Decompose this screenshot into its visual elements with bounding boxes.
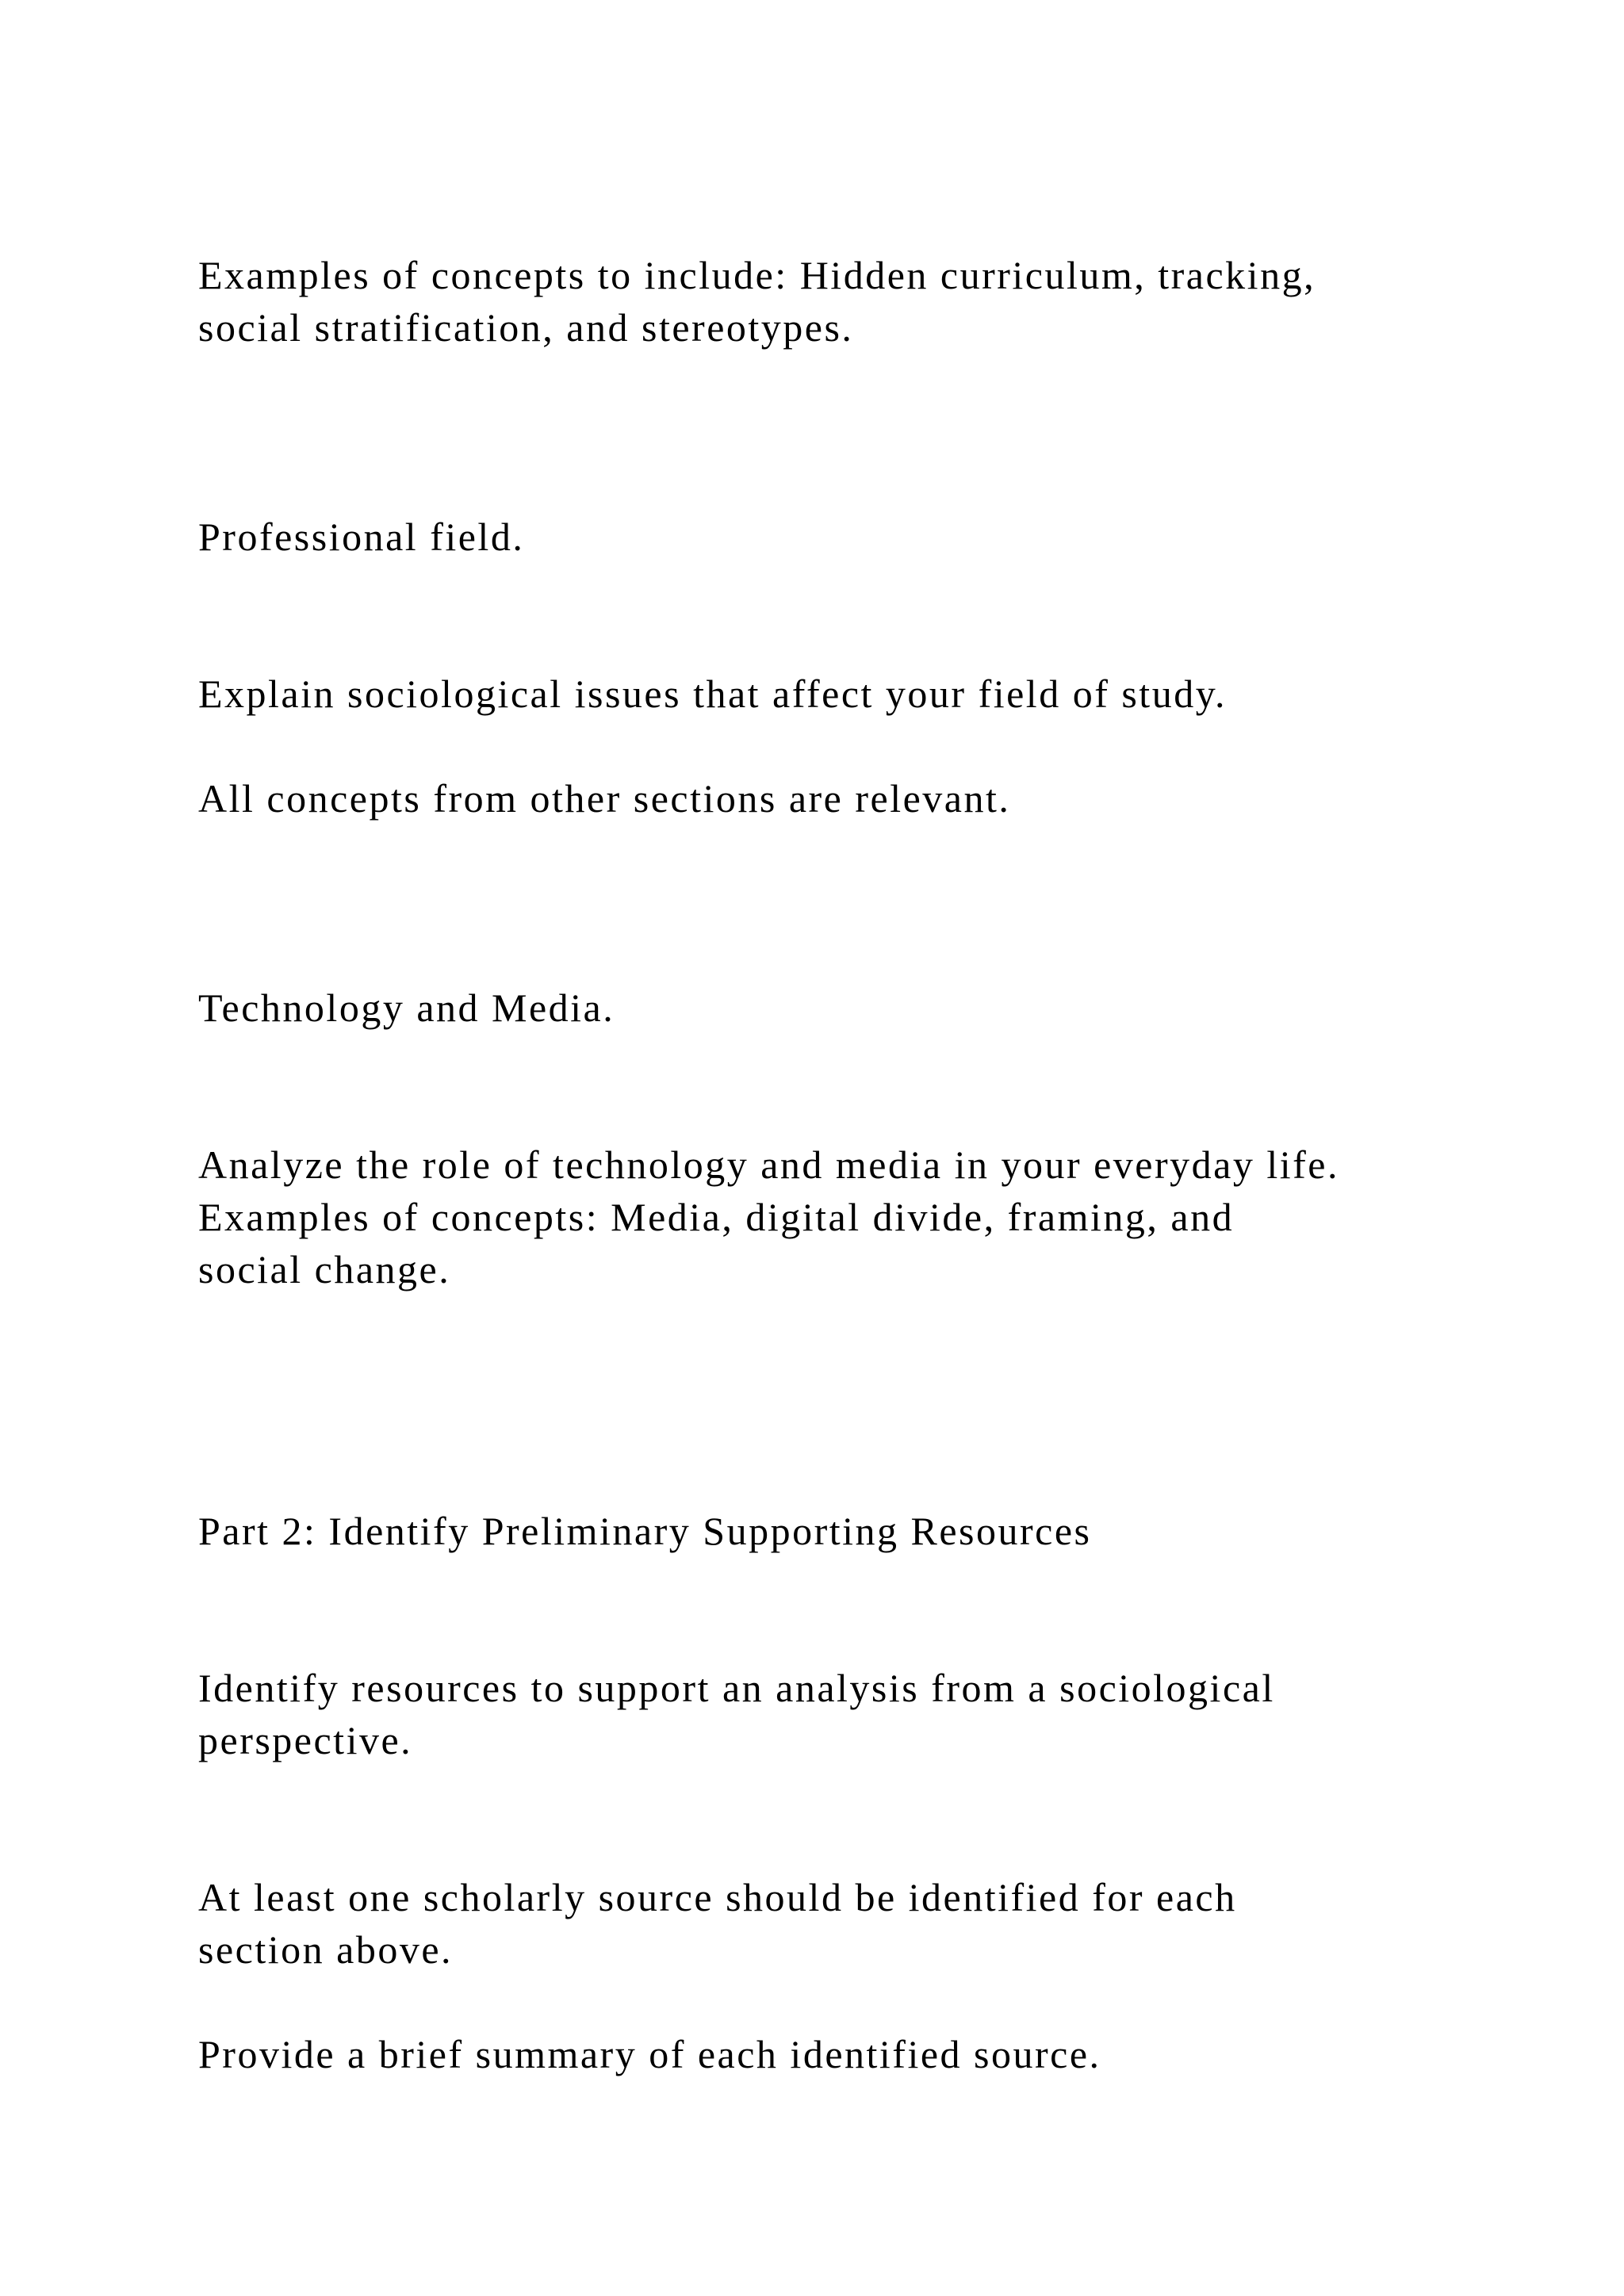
paragraph-8-line-2: perspective. [198,1718,413,1762]
section-heading-professional-field: Professional field. [198,515,525,559]
paragraph-3-line-1: Explain sociological issues that affect your field of study. [198,672,1227,716]
paragraph-9-line-2: section above. [198,1927,454,1972]
paragraph-8-line-1: Identify resources to support an analysis from a sociological [198,1666,1275,1710]
paragraph-1-line-2: social stratification, and stereotypes. [198,305,854,350]
paragraph-1-line-1: Examples of concepts to include: Hidden curriculum, tracking, [198,253,1316,297]
paragraph-6-line-2: Examples of concepts: Media, digital divide, framing, and [198,1195,1235,1239]
paragraph-10-line-1: Provide a brief summary of each identified source. [198,2032,1101,2076]
section-heading-technology-media: Technology and Media. [198,985,615,1030]
paragraph-6-line-1: Analyze the role of technology and media in your everyday life. [198,1142,1339,1187]
paragraph-9-line-1: At least one scholarly source should be identified for each [198,1875,1237,1919]
section-heading-part-2: Part 2: Identify Preliminary Supporting Resources [198,1509,1092,1553]
paragraph-4-line-1: All concepts from other sections are relevant. [198,776,1011,821]
paragraph-6-line-3: social change. [198,1247,451,1292]
